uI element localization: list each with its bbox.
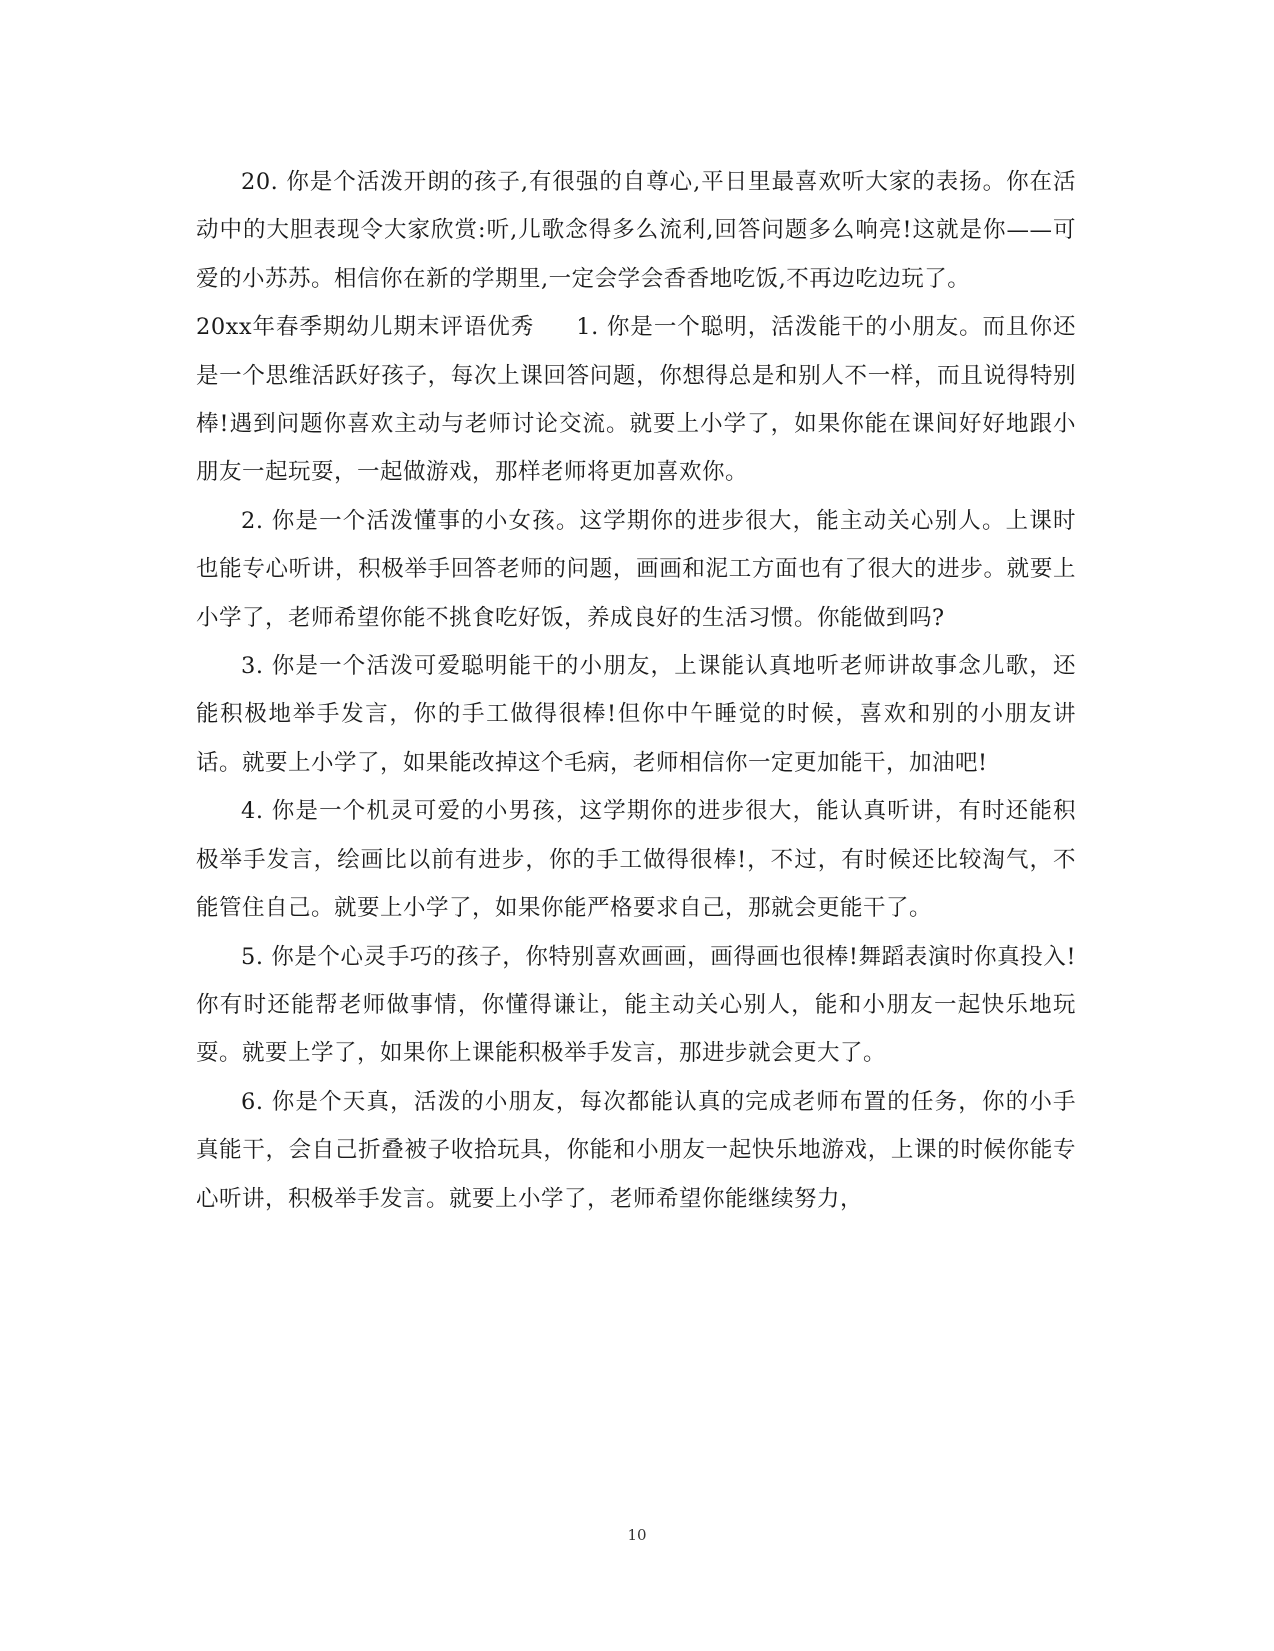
document-body bbox=[196, 158, 1076, 1223]
paragraph-5: 5. 你是个心灵手巧的孩子，你特别喜欢画画，画得画也很棒!舞蹈表演时你真投入!你有时还能帮老师做事情，你懂得谦让，能主动关心别人，能和小朋友一起快乐地玩耍。就要上学了，如果你上课能积极举手发言，那进步就会更大了。 bbox=[196, 943, 1076, 1067]
paragraph-2: 2. 你是一个活泼懂事的小女孩。这学期你的进步很大，能主动关心别人。上课时也能专心听讲，积极举手回答老师的问题，画画和泥工方面也有了很大的进步。就要上小学了，老师希望你能不挑食吃好饭，养成良好的生活习惯。你能做到吗? bbox=[196, 507, 1076, 631]
paragraph-20: 20. 你是个活泼开朗的孩子,有很强的自尊心,平日里最喜欢听大家的表扬。你在活动中的大胆表现令大家欣赏:听,儿歌念得多么流利,回答问题多么响亮!这就是你——可爱的小苏苏。相信你在新的学期里,一定会学会香香地吃饭,不再边吃边玩了。 bbox=[196, 169, 1076, 292]
page-number: 10 bbox=[627, 1526, 647, 1544]
paragraph-4: 4. 你是一个机灵可爱的小男孩，这学期你的进步很大，能认真听讲，有时还能积极举手发言，绘画比以前有进步，你的手工做得很棒!，不过，有时候还比较淘气，不能管住自己。就要上小学了，如果你能严格要求自己，那就会更能干了。 bbox=[196, 798, 1076, 922]
section-title: 20xx年春季期幼儿期末评语优秀 bbox=[196, 314, 535, 341]
paragraph-1: 1. 你是一个聪明，活泼能干的小朋友。而且你还是一个思维活跃好孩子，每次上课回答问题，你想得总是和别人不一样，而且说得特别棒!遇到问题你喜欢主动与老师讨论交流。就要上小学了，如果你能在课间好好地跟小朋友一起玩耍，一起做游戏，那样老师将更加喜欢你。 bbox=[196, 314, 1076, 486]
paragraph-3: 3. 你是一个活泼可爱聪明能干的小朋友，上课能认真地听老师讲故事念儿歌，还能积极地举手发言，你的手工做得很棒!但你中午睡觉的时候，喜欢和别的小朋友讲话。就要上小学了，如果能改掉这个毛病，老师相信你一定更加能干，加油吧! bbox=[196, 653, 1076, 776]
section-paragraph bbox=[196, 303, 1076, 497]
paragraph-6: 6. 你是个天真，活泼的小朋友，每次都能认真的完成老师布置的任务，你的小手真能干，会自己折叠被子收拾玩具，你能和小朋友一起快乐地游戏，上课的时候你能专心听讲，积极举手发言。就要上小学了，老师希望你能继续努力， bbox=[196, 1088, 1076, 1212]
